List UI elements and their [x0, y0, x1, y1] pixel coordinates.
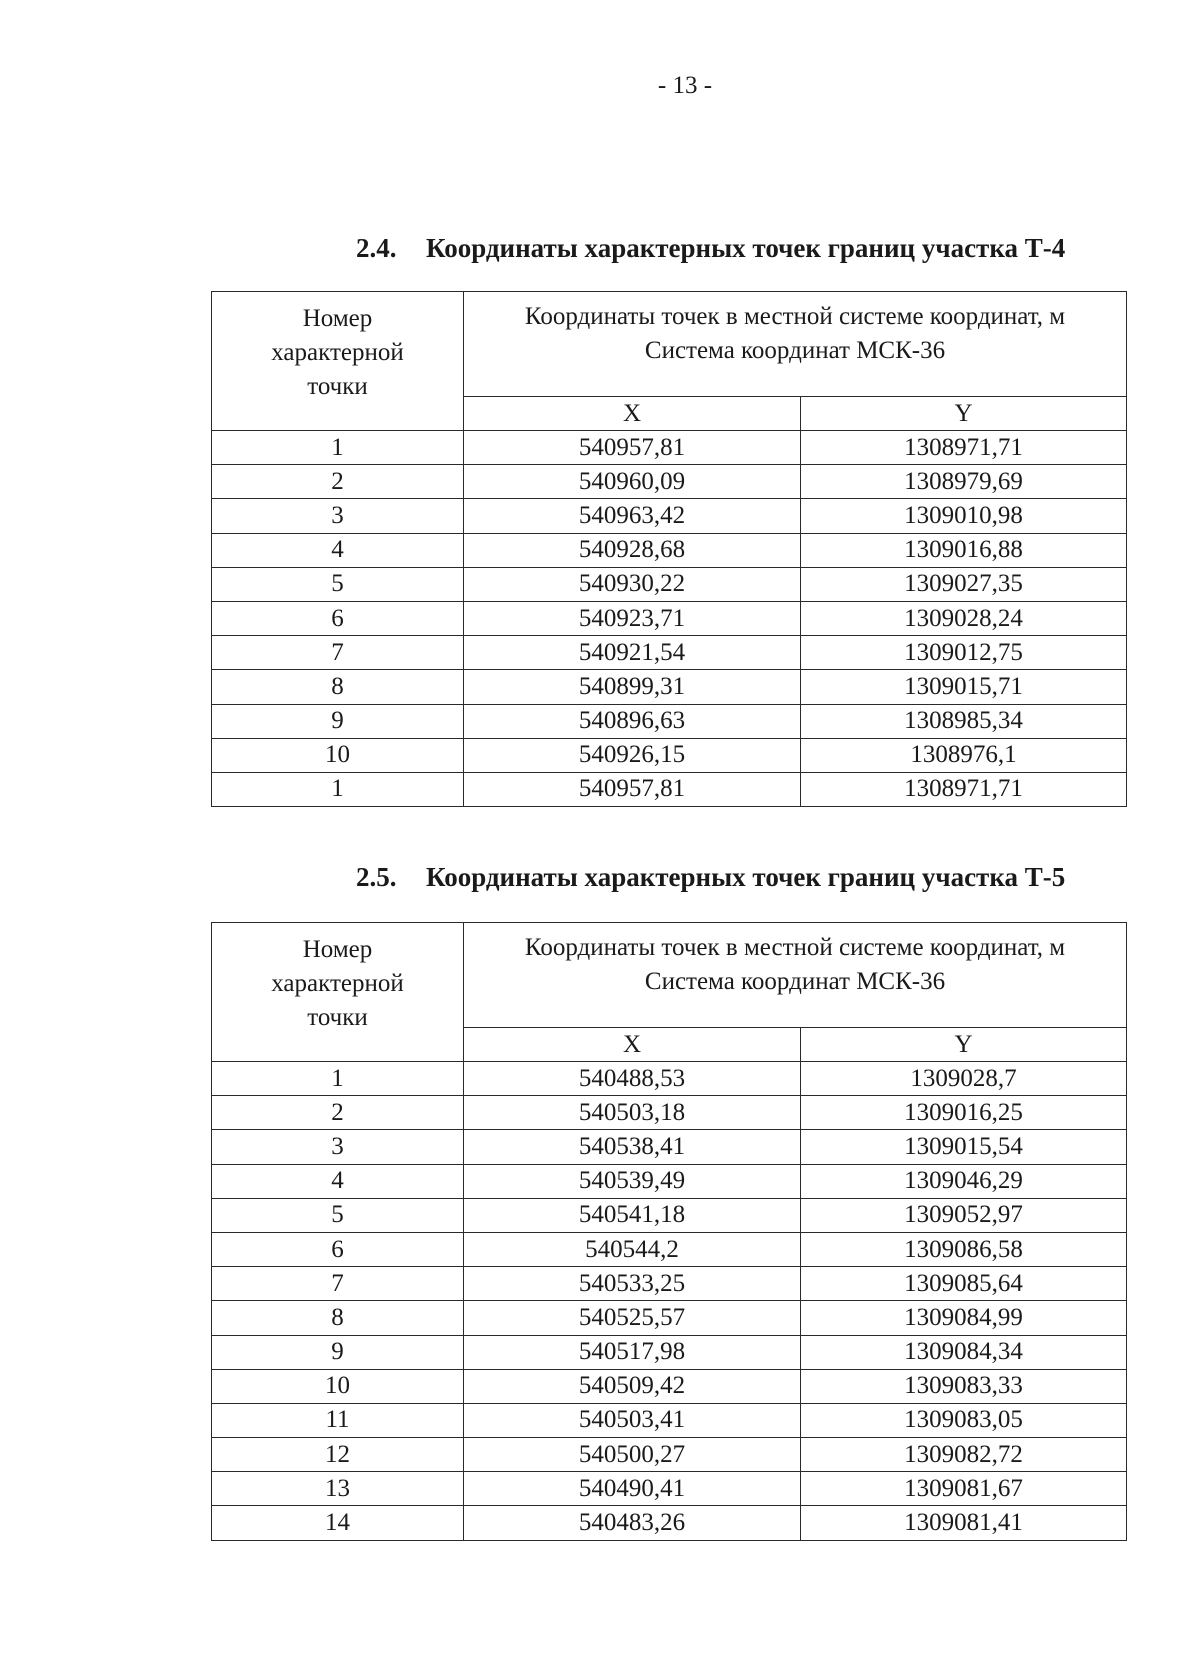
cell-point-number: 2: [212, 1096, 464, 1130]
cell-point-number: 3: [212, 1130, 464, 1164]
cell-x: 540957,81: [464, 772, 801, 806]
cell-y: 1309083,05: [801, 1403, 1127, 1437]
cell-point-number: 4: [212, 533, 464, 567]
coordinates-table-t5: [211, 922, 1127, 1541]
section-title-t5: [356, 862, 1065, 893]
table-row: [212, 1096, 1127, 1130]
cell-x: 540923,71: [464, 601, 801, 635]
header-point-number: [212, 292, 464, 431]
section-number: 2.4.: [356, 233, 397, 263]
table-row: [212, 704, 1127, 738]
cell-x: 540926,15: [464, 738, 801, 772]
table-row: [212, 567, 1127, 601]
header-x: X: [464, 1028, 801, 1062]
cell-point-number: 3: [212, 499, 464, 533]
header-point-number: [212, 923, 464, 1062]
cell-y: 1309085,64: [801, 1267, 1127, 1301]
cell-x: 540500,27: [464, 1438, 801, 1472]
page-number: - 13 -: [657, 72, 713, 99]
cell-x: 540509,42: [464, 1369, 801, 1403]
cell-point-number: 12: [212, 1438, 464, 1472]
header-coordinates-line: Координаты точек в местной системе координат, м: [524, 303, 1066, 330]
table-row: [212, 533, 1127, 567]
table-row: [212, 1198, 1127, 1232]
cell-y: 1309083,33: [801, 1369, 1127, 1403]
table-row: [212, 499, 1127, 533]
cell-y: 1309028,7: [801, 1062, 1127, 1096]
cell-x: 540488,53: [464, 1062, 801, 1096]
header-coordinates: [464, 923, 1127, 1028]
cell-point-number: 10: [212, 1369, 464, 1403]
table-row: [212, 1301, 1127, 1335]
header-coordinates-line: Координаты точек в местной системе координат, м: [524, 934, 1066, 961]
cell-y: 1308971,71: [801, 772, 1127, 806]
cell-point-number: 8: [212, 1301, 464, 1335]
cell-x: 540541,18: [464, 1198, 801, 1232]
cell-x: 540490,41: [464, 1472, 801, 1506]
cell-x: 540957,81: [464, 431, 801, 465]
cell-y: 1309046,29: [801, 1164, 1127, 1198]
cell-point-number: 6: [212, 601, 464, 635]
cell-y: 1309016,88: [801, 533, 1127, 567]
table-row: [212, 636, 1127, 670]
cell-x: 540963,42: [464, 499, 801, 533]
table-row: [212, 1506, 1127, 1540]
header-point-number-line: Номер: [302, 936, 373, 963]
cell-x: 540921,54: [464, 636, 801, 670]
cell-x: 540483,26: [464, 1506, 801, 1540]
cell-y: 1309028,24: [801, 601, 1127, 635]
cell-y: 1308985,34: [801, 704, 1127, 738]
table-row: [212, 1232, 1127, 1266]
cell-y: 1309027,35: [801, 567, 1127, 601]
header-coordinates-line: Система координат МСК-36: [644, 337, 946, 364]
cell-x: 540533,25: [464, 1267, 801, 1301]
header-point-number-line: характерной: [271, 970, 404, 997]
cell-x: 540538,41: [464, 1130, 801, 1164]
cell-point-number: 6: [212, 1232, 464, 1266]
table-row: [212, 1062, 1127, 1096]
cell-y: 1309015,54: [801, 1130, 1127, 1164]
table-row: [212, 1335, 1127, 1369]
cell-y: 1309015,71: [801, 670, 1127, 704]
section-title-t4: [356, 233, 1065, 264]
header-point-number-line: Номер: [302, 305, 373, 332]
header-coordinates-line: Система координат МСК-36: [644, 968, 946, 995]
cell-y: 1309052,97: [801, 1198, 1127, 1232]
table-row: [212, 1267, 1127, 1301]
header-point-number-line: точки: [307, 373, 368, 400]
cell-x: 540539,49: [464, 1164, 801, 1198]
cell-y: 1309081,41: [801, 1506, 1127, 1540]
table-row: [212, 1130, 1127, 1164]
table-row: [212, 601, 1127, 635]
header-y: Y: [801, 397, 1127, 431]
cell-y: 1308976,1: [801, 738, 1127, 772]
cell-y: 1309084,34: [801, 1335, 1127, 1369]
header-y: Y: [801, 1028, 1127, 1062]
table-row: [212, 670, 1127, 704]
cell-point-number: 10: [212, 738, 464, 772]
table-row: [212, 431, 1127, 465]
cell-y: 1309010,98: [801, 499, 1127, 533]
cell-point-number: 8: [212, 670, 464, 704]
cell-point-number: 5: [212, 1198, 464, 1232]
table-body: [212, 1062, 1127, 1541]
cell-point-number: 11: [212, 1403, 464, 1437]
section-number: 2.5.: [356, 862, 397, 892]
cell-point-number: 1: [212, 431, 464, 465]
cell-point-number: 4: [212, 1164, 464, 1198]
cell-point-number: 2: [212, 465, 464, 499]
table-row: [212, 738, 1127, 772]
section-title-text: Координаты характерных точек границ участка Т-4: [426, 233, 1066, 263]
table-row: [212, 772, 1127, 806]
header-point-number-line: точки: [307, 1004, 368, 1031]
header-coordinates: [464, 292, 1127, 397]
section-title-text: Координаты характерных точек границ участка Т-5: [426, 862, 1066, 892]
header-x: X: [464, 397, 801, 431]
cell-point-number: 9: [212, 1335, 464, 1369]
cell-point-number: 13: [212, 1472, 464, 1506]
cell-x: 540517,98: [464, 1335, 801, 1369]
cell-y: 1309081,67: [801, 1472, 1127, 1506]
table-row: [212, 1369, 1127, 1403]
cell-x: 540928,68: [464, 533, 801, 567]
cell-x: 540896,63: [464, 704, 801, 738]
cell-x: 540503,18: [464, 1096, 801, 1130]
cell-point-number: 1: [212, 1062, 464, 1096]
cell-y: 1308979,69: [801, 465, 1127, 499]
cell-point-number: 1: [212, 772, 464, 806]
coordinates-table-t4: [211, 291, 1127, 807]
table-row: [212, 1164, 1127, 1198]
cell-x: 540930,22: [464, 567, 801, 601]
header-point-number-line: характерной: [271, 339, 404, 366]
cell-y: 1309084,99: [801, 1301, 1127, 1335]
cell-y: 1309012,75: [801, 636, 1127, 670]
table-row: [212, 1472, 1127, 1506]
cell-y: 1309086,58: [801, 1232, 1127, 1266]
table-body: [212, 431, 1127, 807]
table-row: [212, 1403, 1127, 1437]
cell-x: 540960,09: [464, 465, 801, 499]
cell-point-number: 7: [212, 636, 464, 670]
table-row: [212, 1438, 1127, 1472]
cell-y: 1309016,25: [801, 1096, 1127, 1130]
cell-x: 540899,31: [464, 670, 801, 704]
cell-point-number: 5: [212, 567, 464, 601]
cell-point-number: 7: [212, 1267, 464, 1301]
cell-x: 540503,41: [464, 1403, 801, 1437]
cell-x: 540525,57: [464, 1301, 801, 1335]
cell-point-number: 14: [212, 1506, 464, 1540]
cell-y: 1309082,72: [801, 1438, 1127, 1472]
table-row: [212, 465, 1127, 499]
cell-y: 1308971,71: [801, 431, 1127, 465]
cell-x: 540544,2: [464, 1232, 801, 1266]
cell-point-number: 9: [212, 704, 464, 738]
